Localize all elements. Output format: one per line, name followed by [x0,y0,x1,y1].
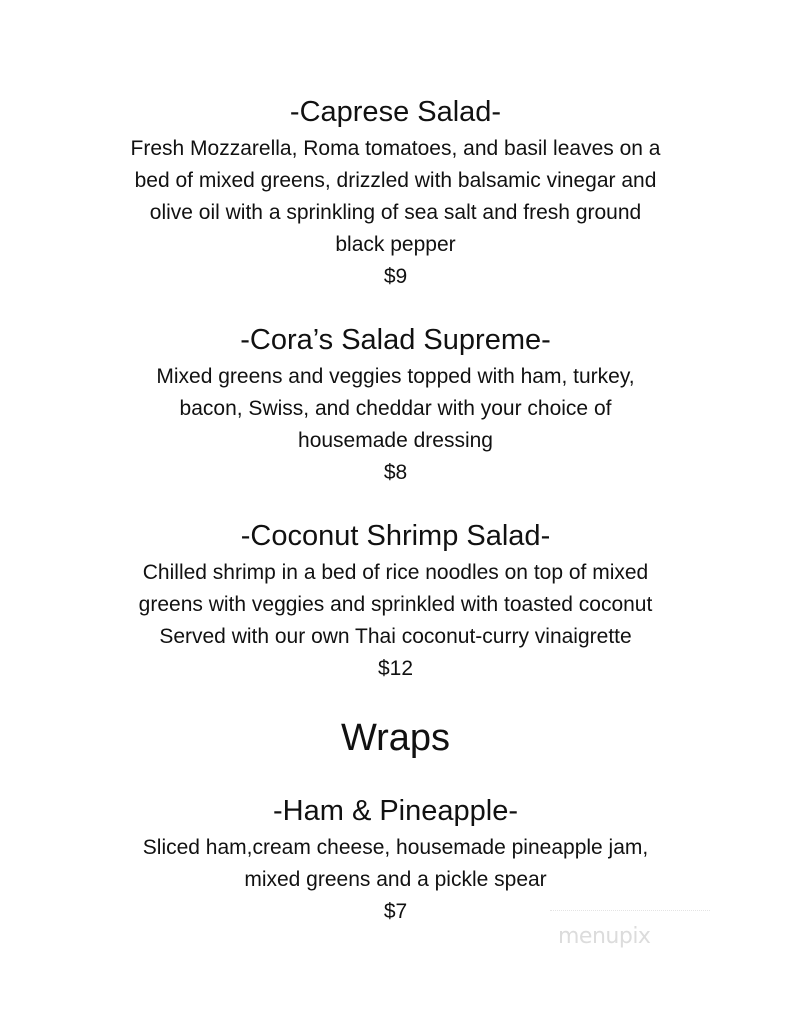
item-price: $12 [377,657,414,680]
menupix-watermark [550,908,710,968]
description-line: Sliced ham,cream cheese, housemade pineapple jam, [142,836,649,859]
item-title: -Cora’s Salad Supreme- [240,324,551,356]
item-price: $8 [383,461,408,484]
description-line: housemade dressing [298,429,493,452]
description-line: Mixed greens and veggies topped with ham, turkey, [156,365,635,388]
item-price: $9 [383,265,408,288]
item-title: -Caprese Salad- [289,96,502,128]
description-line: black pepper [335,233,456,256]
description-line: mixed greens and a pickle spear [244,868,547,891]
section-heading-wraps: Wraps [340,717,451,759]
watermark-logo-text: menupix [558,924,651,949]
description-line: Fresh Mozzarella, Roma tomatoes, and basil leaves on a [130,137,661,160]
watermark-dots [550,910,710,917]
item-price: $7 [383,900,408,923]
description-line: olive oil with a sprinkling of sea salt and fresh ground [149,201,642,224]
menu-item-caprese-salad [0,95,791,293]
item-description [0,557,791,685]
menu-item-coras-salad-supreme [0,323,791,489]
description-line: bed of mixed greens, drizzled with balsamic vinegar and [134,169,657,192]
item-title: -Ham & Pineapple- [273,795,518,827]
item-description [0,361,791,489]
menu-item-coconut-shrimp-salad [0,519,791,685]
description-line: bacon, Swiss, and cheddar with your choice of [179,397,612,420]
description-line: greens with veggies and sprinkled with toasted coconut [138,593,653,616]
description-line: Chilled shrimp in a bed of rice noodles on top of mixed [142,561,649,584]
item-title: -Coconut Shrimp Salad- [240,520,551,552]
description-line: Served with our own Thai coconut-curry vinaigrette [159,625,632,648]
item-description [0,133,791,293]
